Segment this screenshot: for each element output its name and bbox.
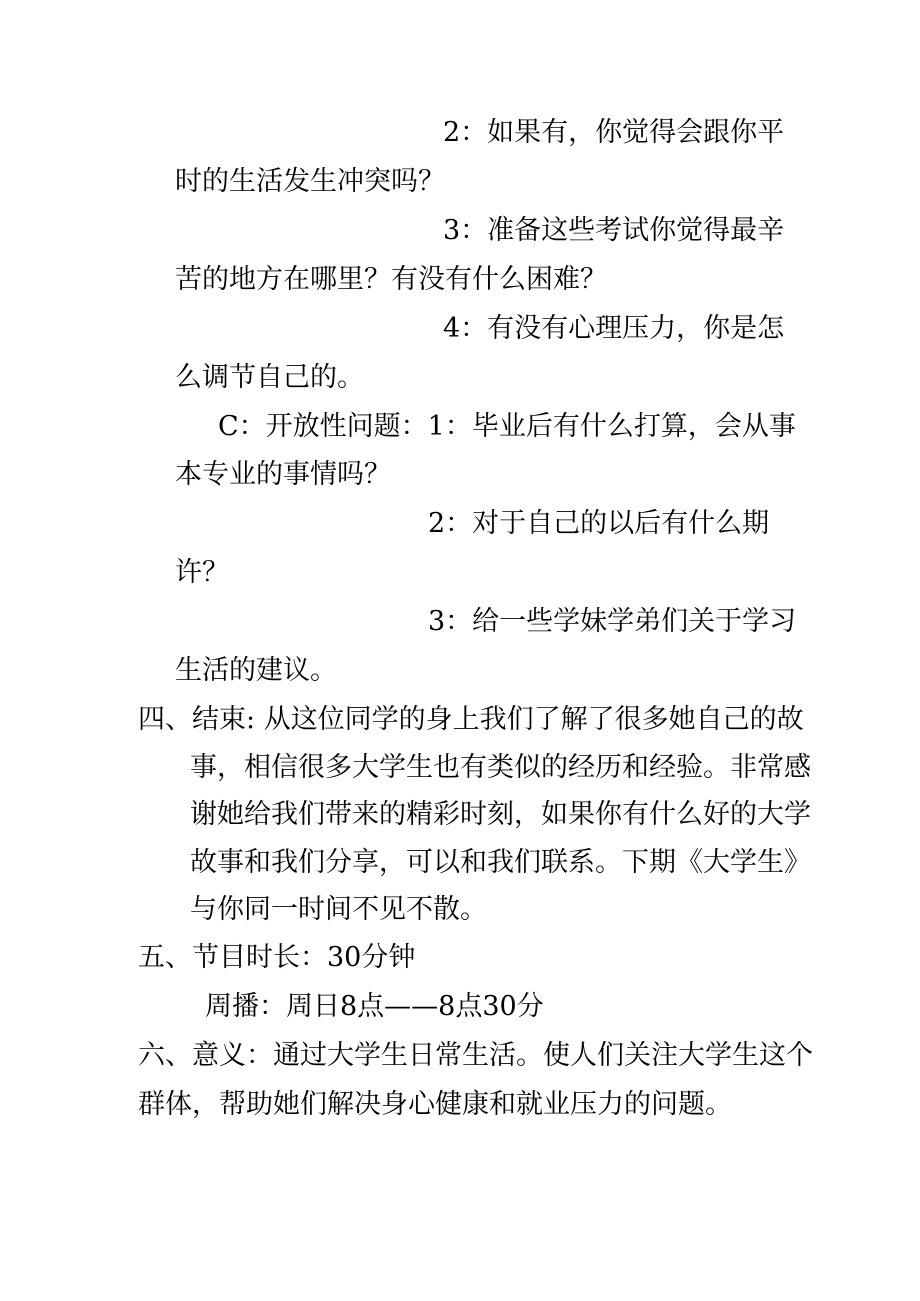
text-line: C：开放性问题：1：毕业后有什么打算，会从事 xyxy=(218,411,796,442)
text-line: 周播：周日8点——8点30分 xyxy=(205,991,544,1022)
text-line: 4：有没有心理压力，你是怎 xyxy=(443,313,785,344)
text-line: 与你同一时间不见不散。 xyxy=(190,894,487,925)
text-line: 事，相信很多大学生也有类似的经历和经验。非常感 xyxy=(190,752,811,783)
text-line: 时的生活发生冲突吗？ xyxy=(175,166,445,197)
text-line: 3：准备这些考试你觉得最辛 xyxy=(443,215,785,246)
text-line: 故事和我们分享，可以和我们联系。下期《大学生》 xyxy=(190,847,811,878)
text-line: 3：给一些学妹学弟们关于学习 xyxy=(428,606,797,637)
section-heading: 五、节目时长：30分钟 xyxy=(138,942,416,973)
text-line: 许？ xyxy=(175,557,229,588)
text-line: 2：如果有，你觉得会跟你平 xyxy=(443,117,785,148)
section-heading: 六、意义：通过大学生日常生活。使人们关注大学生这个 xyxy=(138,1040,813,1071)
text-line: 谢她给我们带来的精彩时刻，如果你有什么好的大学 xyxy=(190,799,811,830)
text-line: 苦的地方在哪里？有没有什么困难？ xyxy=(175,264,607,295)
text-line: 群体，帮助她们解决身心健康和就业压力的问题。 xyxy=(138,1089,732,1120)
text-line: 2：对于自己的以后有什么期 xyxy=(428,508,770,539)
text-line: 本专业的事情吗？ xyxy=(175,459,391,490)
text-line: 生活的建议。 xyxy=(175,655,337,686)
section-heading: 四、结束: 从这位同学的身上我们了解了很多她自己的故 xyxy=(138,704,804,735)
text-line: 么调节自己的。 xyxy=(175,362,364,393)
